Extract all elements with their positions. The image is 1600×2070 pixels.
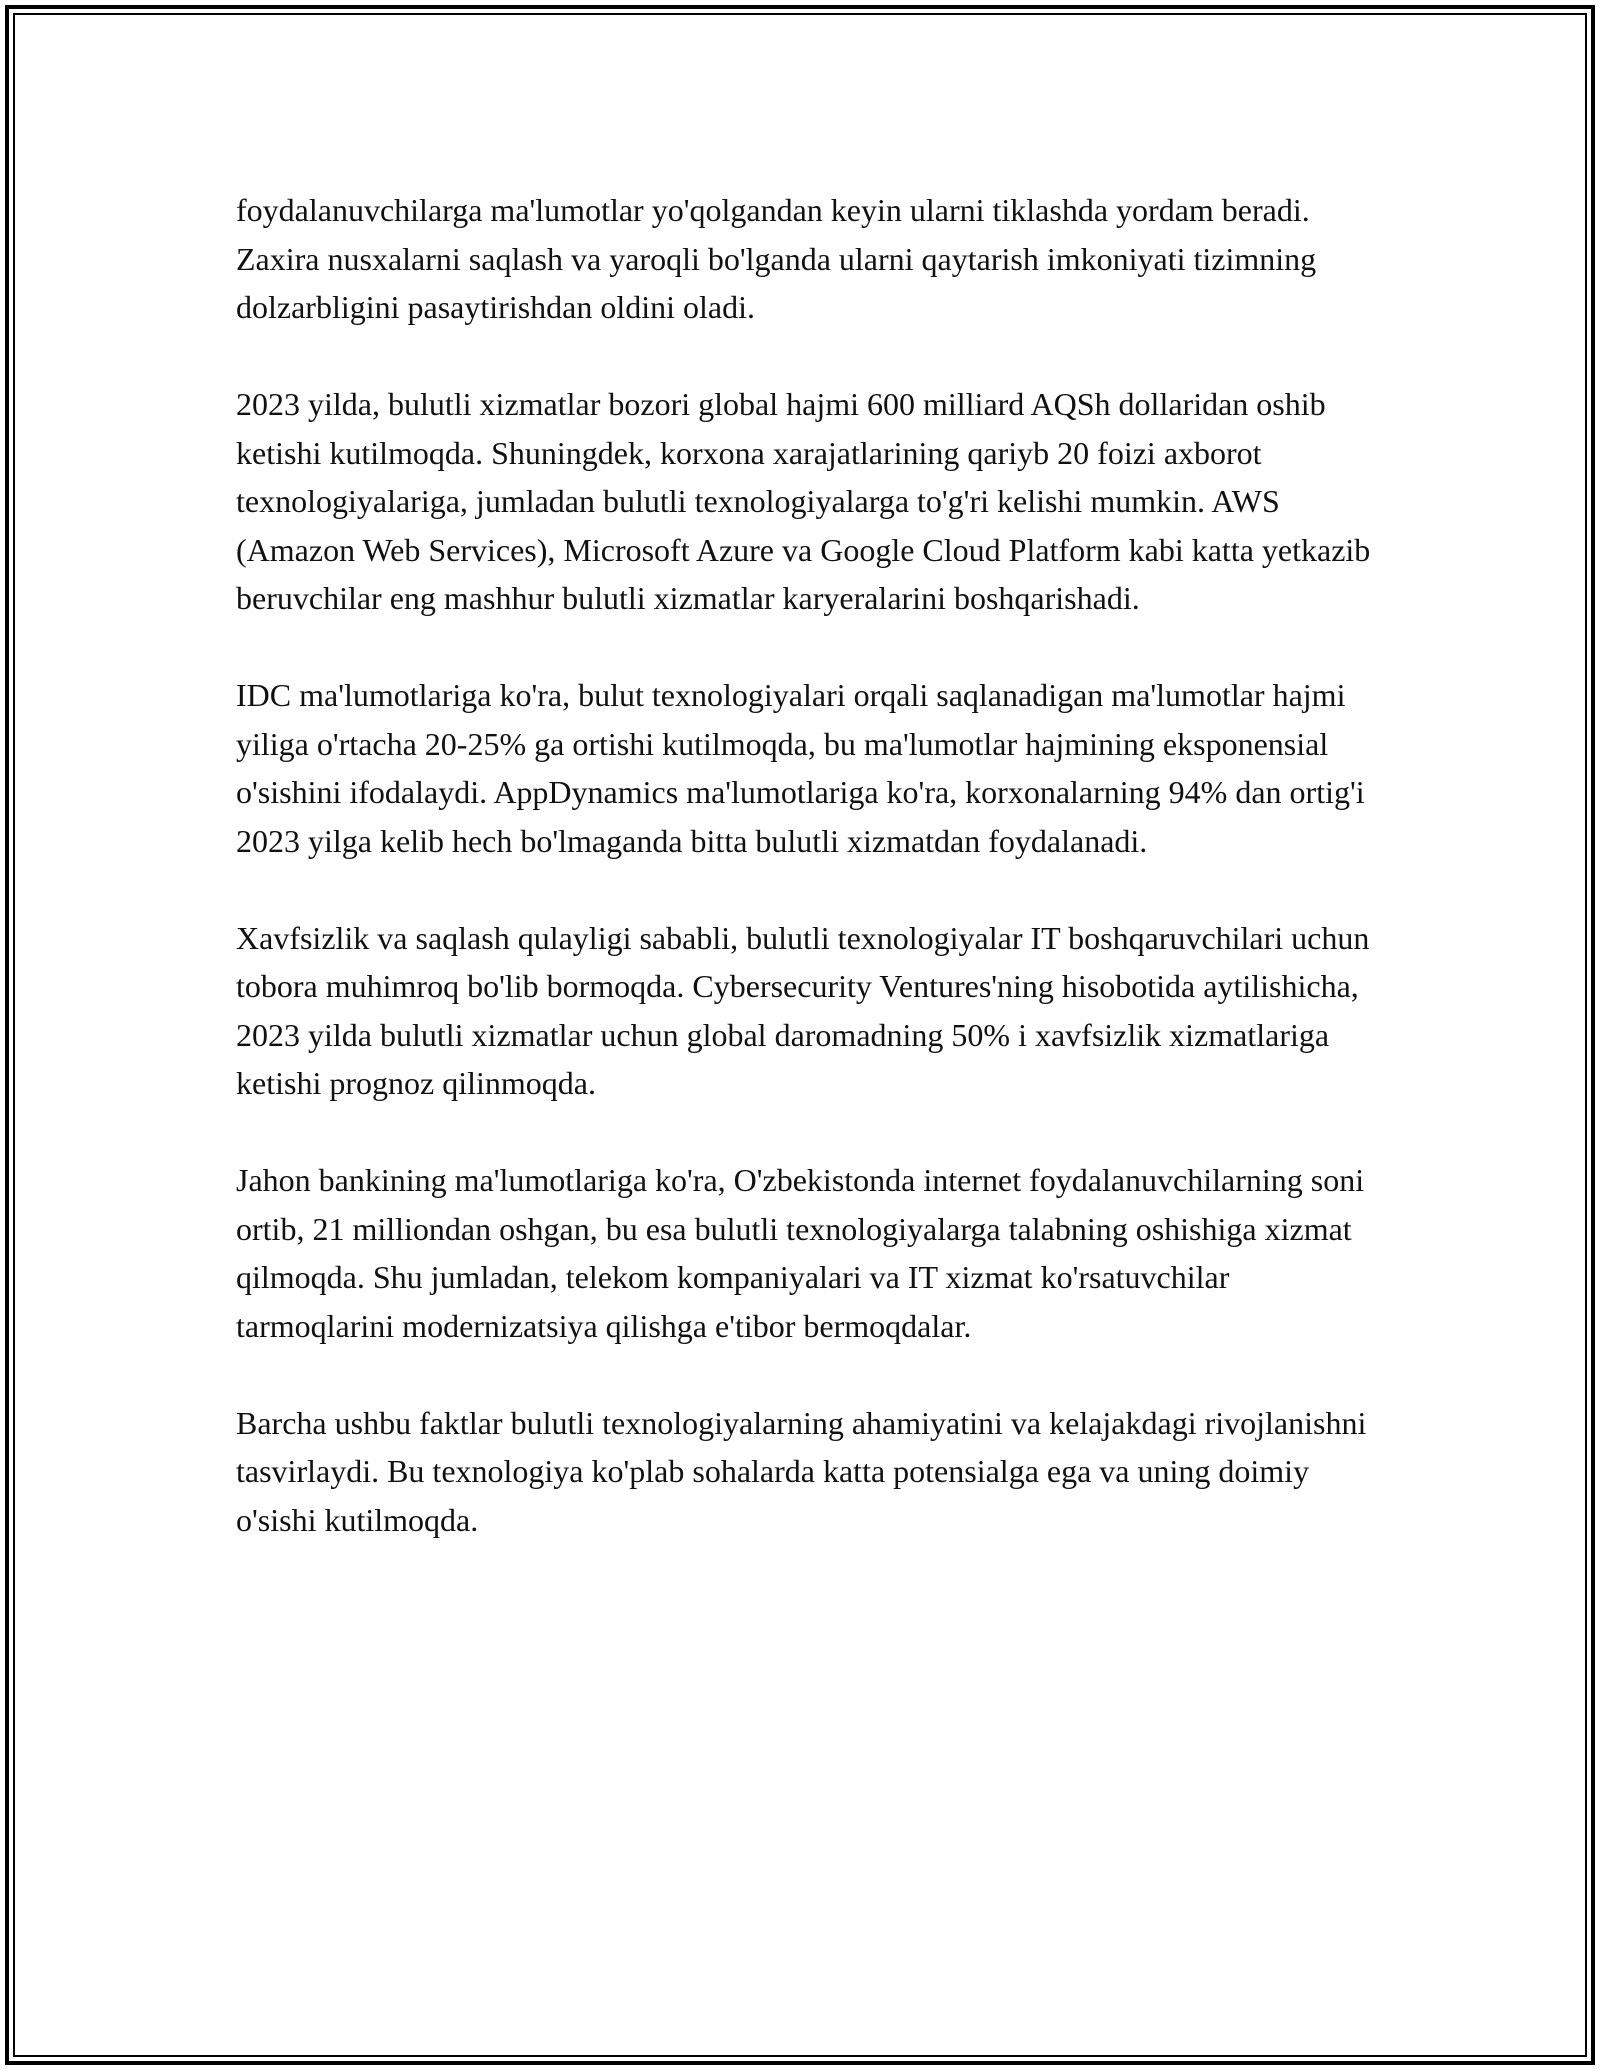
document-body xyxy=(236,186,1386,1544)
paragraph: 2023 yilda, bulutli xizmatlar bozori global hajmi 600 milliard AQSh dollaridan oshib ketishi kutilmoqda. Shuningdek, korxona xarajatlarining qariyb 20 foizi axborot texnologiyalariga, jumladan bulutli texnologiyalarga to'g'ri kelishi mumkin. AWS (Amazon Web Services), Microsoft Azure va Google Cloud Platform kabi katta yetkazib beruvchilar eng mashhur bulutli xizmatlar karyeralarini boshqarishadi. xyxy=(236,386,1371,616)
paragraph: foydalanuvchilarga ma'lumotlar yo'qolgandan keyin ularni tiklashda yordam beradi. Zaxira nusxalarni saqlash va yaroqli bo'lganda ularni qaytarish imkoniyati tizimning dolzarbligini pasaytirishdan oldini oladi. xyxy=(236,192,1317,325)
paragraph: Xavfsizlik va saqlash qulayligi sababli, bulutli texnologiyalar IT boshqaruvchilari uchun tobora muhimroq bo'lib bormoqda. Cybersecurity Ventures'ning hisobotida aytilishicha, 2023 yilda bulutli xizmatlar uchun global daromadning 50% i xavfsizlik xizmatlariga ketishi prognoz qilinmoqda. xyxy=(236,919,1370,1101)
paragraph: IDC ma'lumotlariga ko'ra, bulut texnologiyalari orqali saqlanadigan ma'lumotlar hajmi yiliga o'rtacha 20-25% ga ortishi kutilmoqda, bu ma'lumotlar hajmining eksponensial o'sishini ifodalaydi. AppDynamics ma'lumotlariga ko'ra, korxonalarning 94% dan ortig'i 2023 yilga kelib hech bo'lmaganda bitta bulutli xizmatdan foydalanadi. xyxy=(236,677,1365,859)
paragraph: Barcha ushbu faktlar bulutli texnologiyalarning ahamiyatini va kelajakdagi rivojlanishni tasvirlaydi. Bu texnologiya ko'plab sohalarda katta potensialga ega va uning doimiy o'sishi kutilmoqda. xyxy=(236,1404,1367,1538)
paragraph: Jahon bankining ma'lumotlariga ko'ra, O'zbekistonda internet foydalanuvchilarning soni ortib, 21 milliondan oshgan, bu esa bulutli texnologiyalarga talabning oshishiga xizmat qilmoqda. Shu jumladan, telekom kompaniyalari va IT xizmat ko'rsatuvchilar tarmoqlarini modernizatsiya qilishga e'tibor bermoqdalar. xyxy=(236,1162,1365,1344)
